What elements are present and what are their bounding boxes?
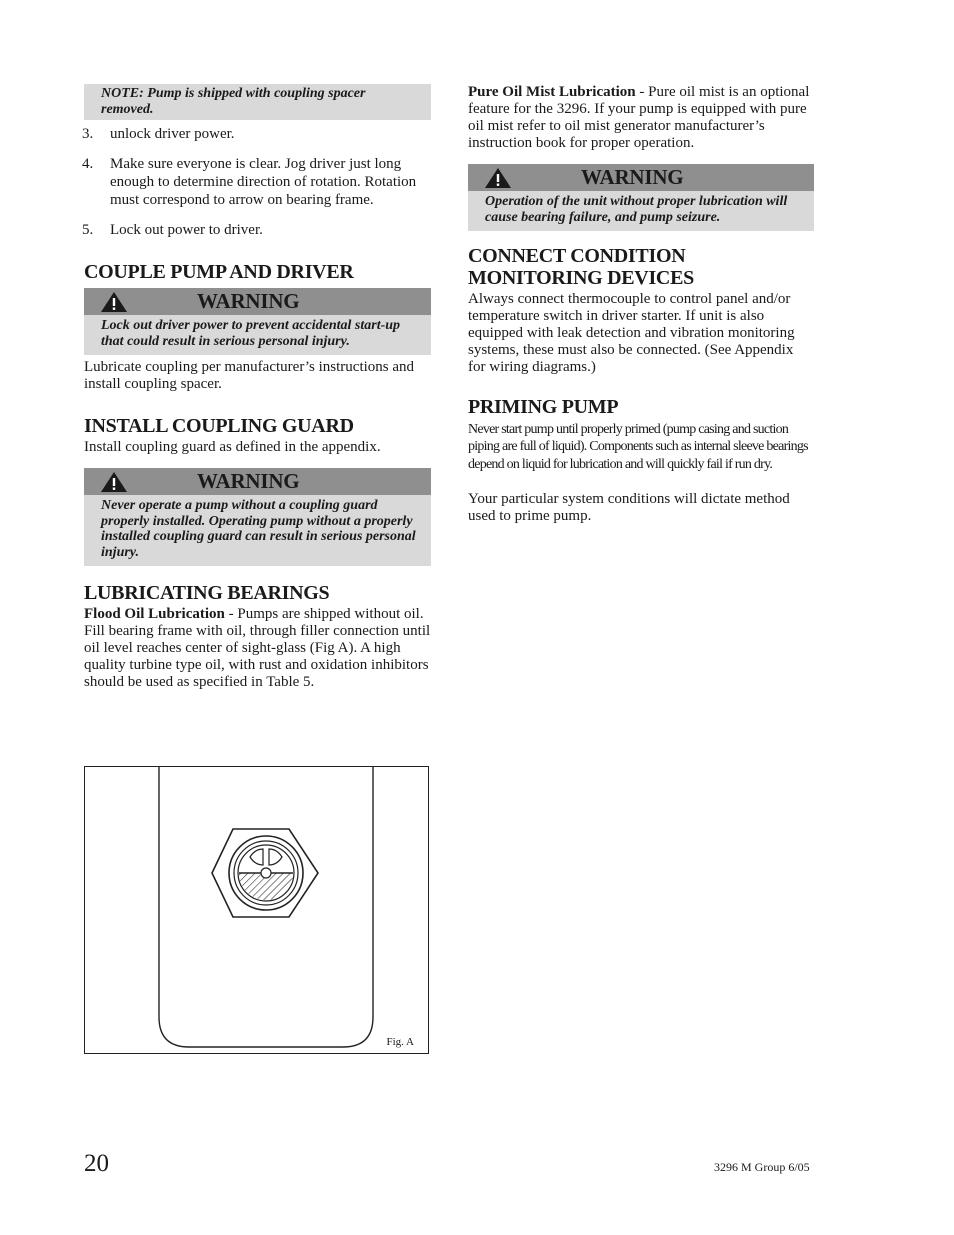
step-number: 5.: [82, 222, 94, 238]
figure-sight-glass: [84, 766, 429, 1054]
section-heading-monitoring: [468, 245, 814, 289]
paragraph: Never start pump until properly primed (pump casing and suction piping are full of liquid). Components such as internal sleeve bearings depend on liquid for lubrication and will quickly fail if run dry.: [468, 422, 808, 472]
warning-header: [84, 288, 431, 315]
list-item: [84, 221, 431, 239]
step-number: 4.: [82, 156, 94, 172]
paragraph: [84, 606, 431, 691]
paragraph: Install coupling guard as defined in the appendix.: [84, 439, 381, 455]
step-text: Lock out power to driver.: [110, 222, 263, 238]
note-box: NOTE: Pump is shipped with coupling spacer removed.: [84, 84, 431, 120]
oil-mist-text: - Pure oil mist is an optional feature for the 3296. If your pump is equipped with pure oil mist refer to oil mist generator manufacturer’s instruction book for proper operation.: [468, 84, 810, 151]
paragraph: Lubricate coupling per manufacturer’s instructions and install coupling spacer.: [84, 359, 415, 392]
page-number: 20: [84, 1150, 109, 1177]
section-heading-bearings: LUBRICATING BEARINGS: [84, 582, 330, 604]
oil-mist-label: Pure Oil Mist Lubrication: [468, 84, 636, 100]
document-reference: 3296 M Group 6/05: [714, 1160, 810, 1174]
heading-line: MONITORING DEVICES: [468, 267, 694, 289]
paragraph: Always connect thermocouple to control panel and/or temperature switch in driver starter. If unit is also equipped with leak detection and vibration monitoring systems, these must also be connected. (See Appendix for wiring diagrams.): [468, 291, 795, 375]
warning-icon: [100, 291, 128, 313]
warning-text: Lock out driver power to prevent accidental start-up that could result in serious personal injury.: [84, 315, 431, 355]
heading-line: CONNECT CONDITION: [468, 245, 686, 267]
paragraph: [468, 84, 814, 152]
step-text: unlock driver power.: [110, 126, 235, 142]
warning-text: Never operate a pump without a coupling guard properly installed. Operating pump without a properly installed coupling guard can result in serious personal injury.: [84, 495, 431, 566]
list-item: [84, 155, 431, 209]
warning-icon: [100, 471, 128, 493]
section-heading-guard: INSTALL COUPLING GUARD: [84, 415, 354, 437]
warning-title: WARNING: [197, 469, 300, 493]
warning-title: WARNING: [197, 289, 300, 313]
paragraph: Your particular system conditions will dictate method used to prime pump.: [468, 490, 790, 524]
figure-caption: Fig. A: [386, 1036, 414, 1048]
left-column: [84, 84, 431, 691]
step-text: Make sure everyone is clear. Jog driver just long enough to determine direction of rotation. Rotation must correspond to arrow on bearing frame.: [110, 156, 417, 208]
warning-header: [468, 164, 814, 191]
section-heading-couple: COUPLE PUMP AND DRIVER: [84, 261, 354, 283]
warning-box: [84, 288, 431, 355]
warning-text: Operation of the unit without proper lubrication will cause bearing failure, and pump seizure.: [468, 191, 814, 231]
warning-title: WARNING: [581, 165, 684, 189]
warning-icon: [484, 167, 512, 189]
list-item: [84, 125, 431, 143]
warning-header: [84, 468, 431, 495]
flood-oil-label: Flood Oil Lubrication: [84, 606, 225, 622]
flood-oil-text: - Pumps are shipped without oil. Fill bearing frame with oil, through filler connection until oil level reaches center of sight-glass (Fig A). A high quality turbine type oil, with rust and oxidation inhibitors should be used as specified in Table 5.: [84, 606, 431, 690]
section-heading-priming: PRIMING PUMP: [468, 396, 619, 418]
warning-box: [84, 468, 431, 566]
step-number: 3.: [82, 126, 94, 142]
right-column: [468, 84, 814, 525]
warning-box: [468, 164, 814, 231]
sight-glass-drawing: [85, 767, 427, 1052]
